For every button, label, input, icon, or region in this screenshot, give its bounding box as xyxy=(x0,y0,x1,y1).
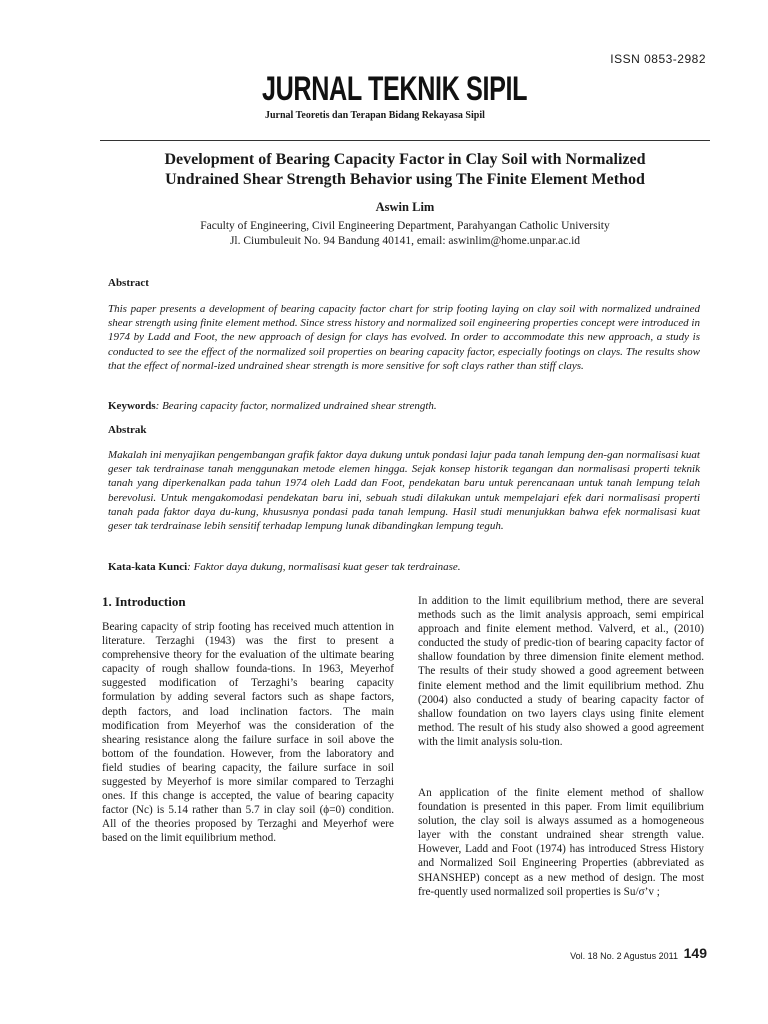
abstrak-heading: Abstrak xyxy=(108,424,147,436)
introduction-heading: 1. Introduction xyxy=(102,594,186,609)
paper-title xyxy=(100,150,710,190)
journal-subtitle: Jurnal Teoretis dan Terapan Bidang Rekayasa Sipil xyxy=(265,110,485,121)
journal-masthead xyxy=(262,70,552,121)
footer-volume: Vol. 18 No. 2 Agustus 2011 xyxy=(570,951,678,961)
kata-kunci xyxy=(108,560,700,574)
keywords xyxy=(108,399,700,413)
paper-title-line-1: Development of Bearing Capacity Factor in Clay Soil with Normalized xyxy=(164,151,646,168)
introduction-right-paragraph-2: An application of the finite element method of shallow foundation is presented in this paper. From limit equilibrium solution, the clay soil is always assumed as a homogeneous layer with the constant undrained shear strength value. However, Ladd and Foot (1974) has introduced Stress History and Normalized Soil Engineering Properties (abbreviated as SHANSHEP) concept as a new method of design. The most fre-quently used normalized soil properties is Su/σ’v ; xyxy=(418,787,704,898)
paper-title-line-2: Undrained Shear Strength Behavior using The Finite Element Method xyxy=(165,171,645,188)
kata-kunci-text: : Faktor daya dukung, normalisasi kuat geser tak terdrainase. xyxy=(187,561,461,573)
introduction-right-paragraph-1: In addition to the limit equilibrium method, there are several methods such as the limit analysis approach, semi empirical approach and finite element method. Valverd, et al., (2010) conducted the study of predic-tion of bearing capacity factor of shallow foundation by three dimension finite element method. The results of their study showed a good agreement between finite element method and the limit equilibrium method. Zhu (2004) also conducted a study of bearing capacity factor of shallow foundation on two layers clays using finite element method. The result of his study also showed a good agreement with the limit analysis solu-tion. xyxy=(418,595,704,748)
author-affiliation xyxy=(100,219,710,249)
affiliation-line-1: Faculty of Engineering, Civil Engineering Department, Parahyangan Catholic University xyxy=(200,220,610,232)
author-name: Aswin Lim xyxy=(375,200,435,214)
abstract-text: This paper presents a development of bearing capacity factor chart for strip footing laying on clay soil with normalized undrained shear strength using finite element method. Since stress history and normalized soil engineering properties concept were introduced in 1974 by Ladd and Foot, the new approach of design for clays has evolved. In order to accommodate this new approach, a study is conducted to see the effect of the normalized soil properties on bearing capacity factor, especially footings on clays. The results show that the effect of normal-ized undrained shear strength is more sensitive for soft clays rather than stiff clays. xyxy=(108,303,700,372)
keywords-label: Keywords xyxy=(108,400,156,412)
journal-title: JURNAL TEKNIK SIPIL xyxy=(262,70,528,108)
issn-label: ISSN 0853-2982 xyxy=(610,52,706,66)
affiliation-line-2: Jl. Ciumbuleuit No. 94 Bandung 40141, email: aswinlim@home.unpar.ac.id xyxy=(229,235,581,247)
keywords-text: : Bearing capacity factor, normalized undrained shear strength. xyxy=(155,400,437,412)
introduction-left-paragraph: Bearing capacity of strip footing has received much attention in literature. Terzaghi (1943) was the first to present a comprehensive theory for the evaluation of the ultimate bearing capacity of rough shallow founda-tions. In 1963, Meyerhof suggested modification of Terzaghi’s bearing capacity formulation by adding several factors such as shape factors, depth factors, and load inclination factors. The main modification from Meyerhof was the consideration of the shearing resistance along the failure surface in soil above the bottom of the foundation. However, from the laboratory and field studies of bearing capacity, the failure surface in soil suggested by Meyerhof is more similar compared to Terzaghi ones. If this change is accepted, the value of bearing capacity factor (Nc) is 5.14 rather than 5.7 in clay soil (ϕ=0) condition. All of the theories proposed by Terzaghi and Meyerhof were based on the limit equilibrium method. xyxy=(102,621,394,845)
abstract-heading: Abstract xyxy=(108,277,149,289)
abstrak-text: Makalah ini menyajikan pengembangan grafik faktor daya dukung untuk pondasi lajur pada tanah lempung den-gan normalisasi kuat geser tak terdrainase tanah menggunakan metode elemen hingga. Sejak konsep historik tegangan dan normalisasi properti teknik tanah yang diperkenalkan pada tahun 1974 oleh Ladd dan Foot, pendekatan baru untuk perencanaan untuk tanah lempung telah berevolusi. Untuk mengakomodasi pendekatan baru ini, sebuah studi dilakukan untuk mempelajari efek dari normalisasi properti tanah pada faktor daya du-kung, khususnya pondasi pada tanah lempung. Hasil studi menunjukkan bahwa efek normalisasi kuat geser tak terdrainase lebih sensitif terhadap lempung lunak dibandingkan lempung teguh. xyxy=(108,449,700,533)
header-divider xyxy=(100,140,710,141)
page-number: 149 xyxy=(683,945,707,961)
kata-kunci-label: Kata-kata Kunci xyxy=(108,561,188,573)
